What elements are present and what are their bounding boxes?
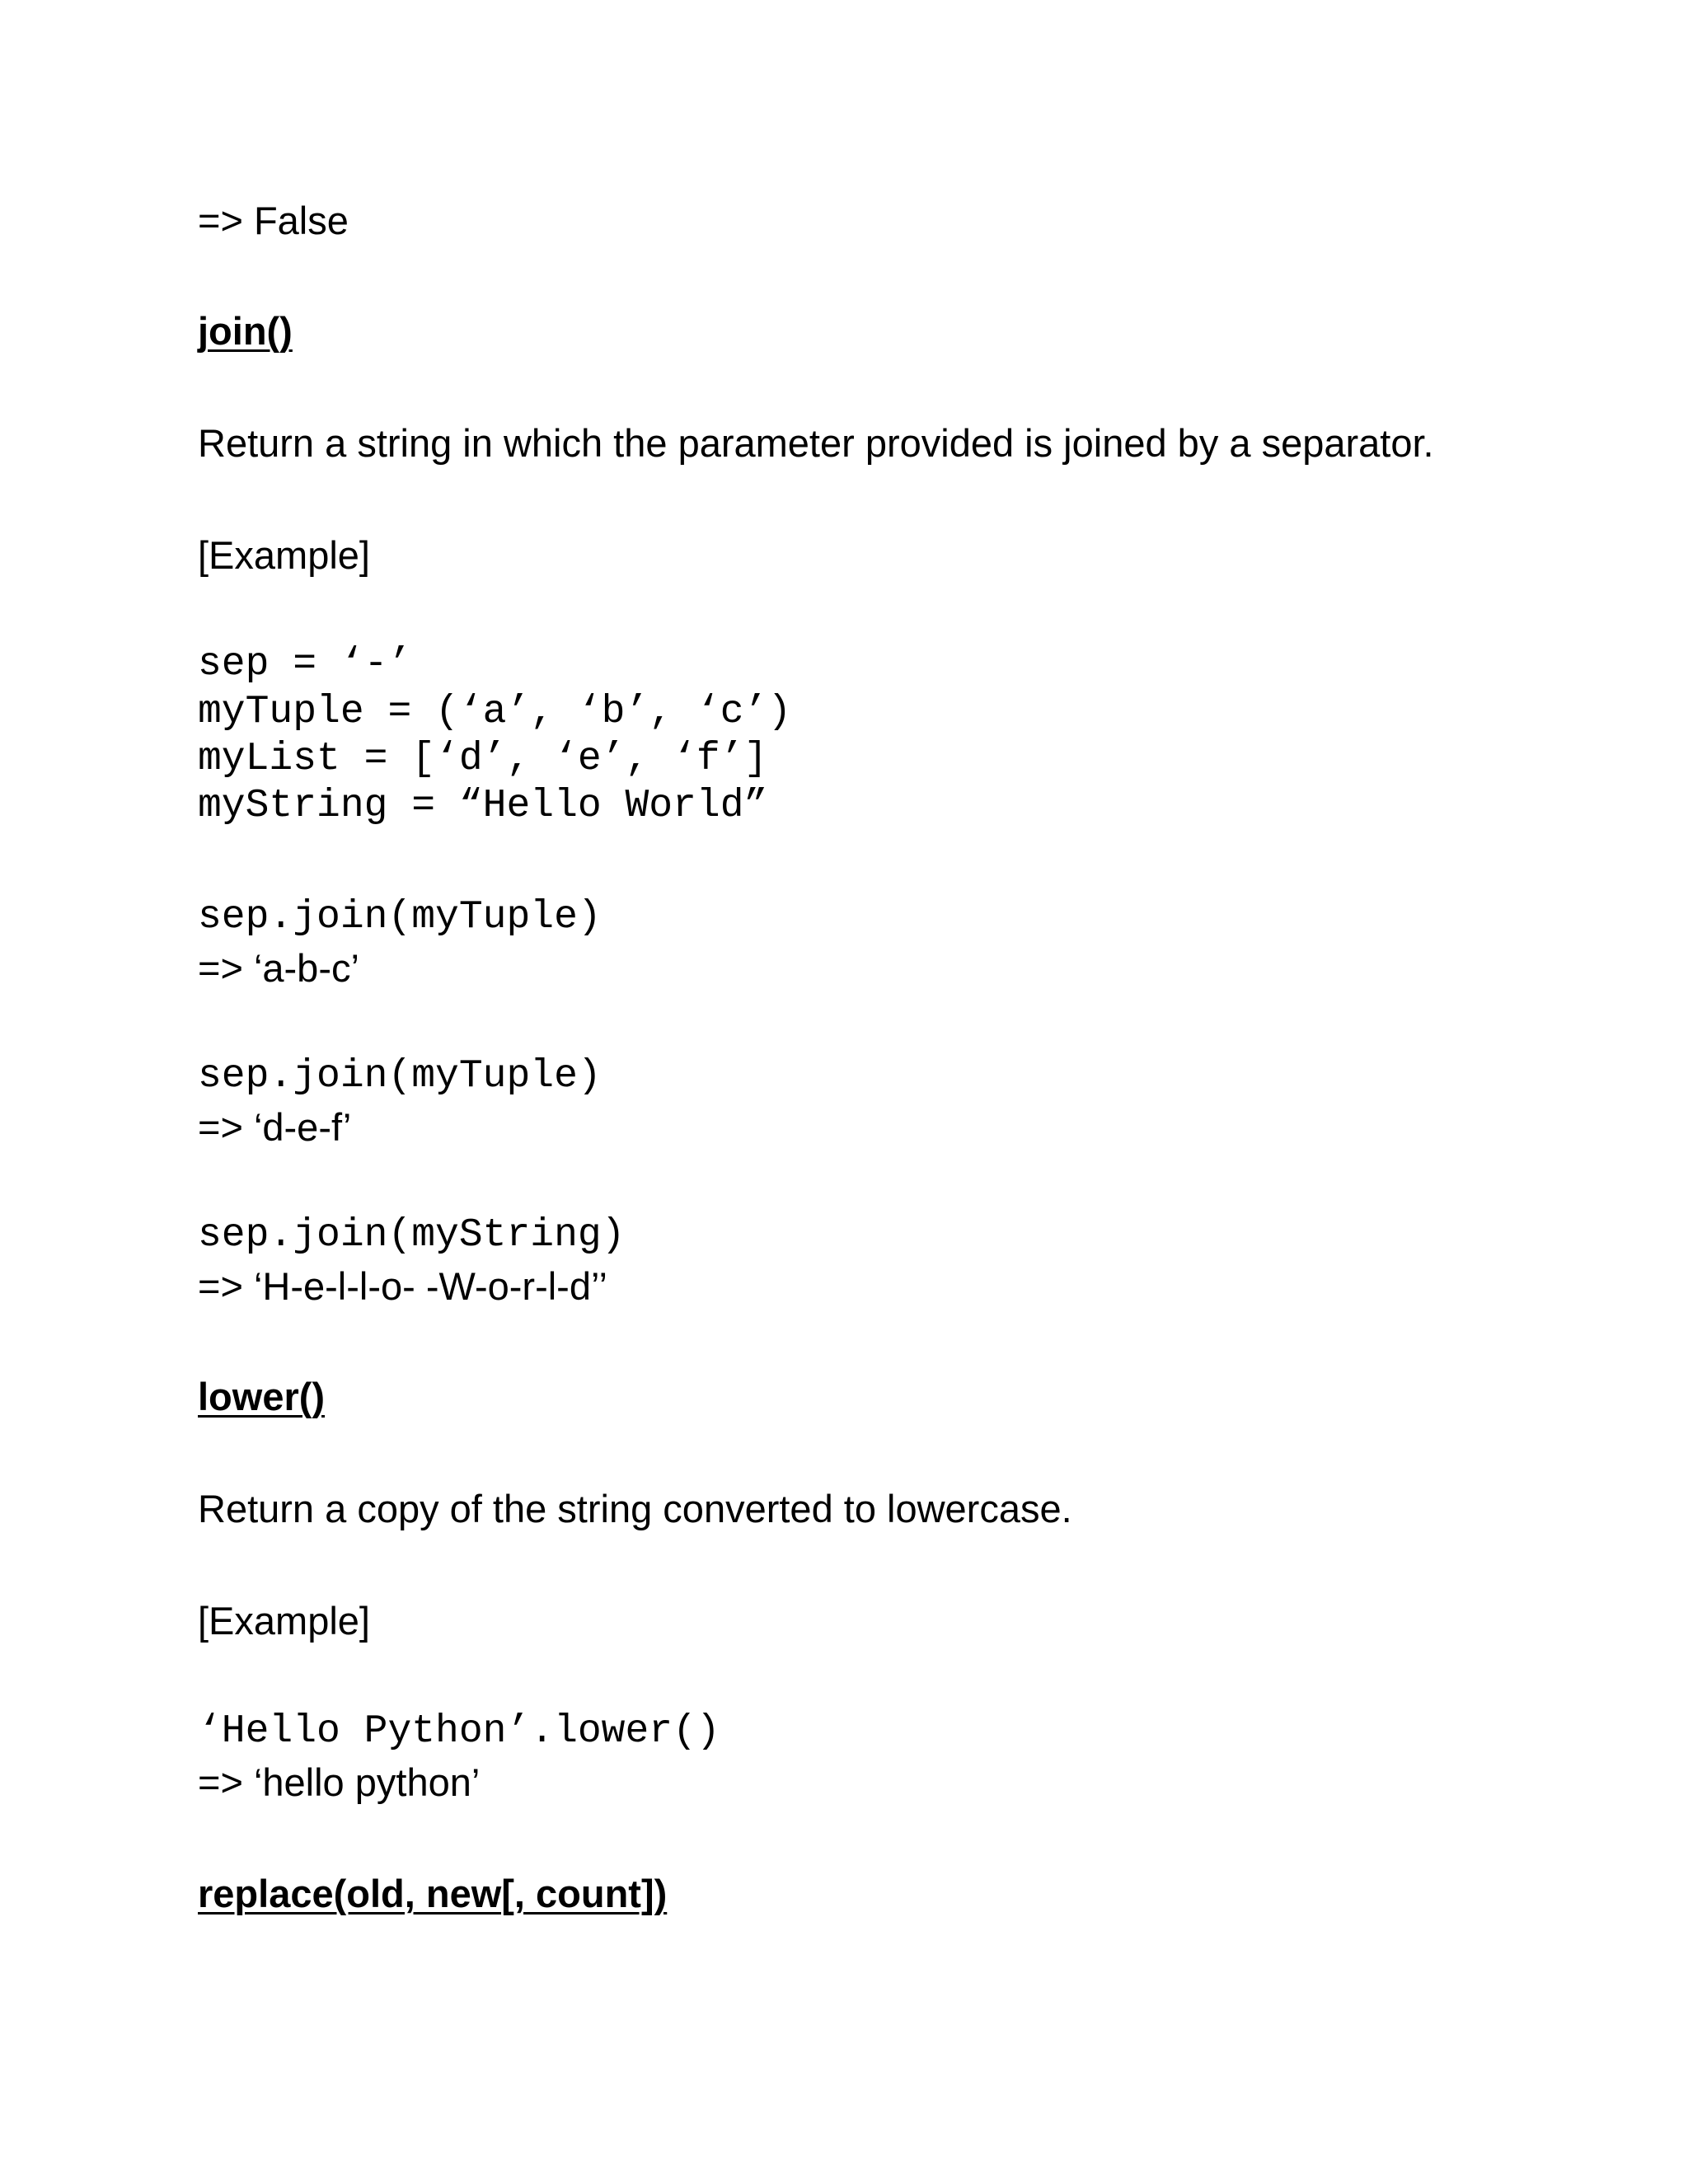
join-result-3: => ‘H-e-l-l-o- -W-o-r-l-d’’ [198, 1264, 607, 1308]
join-result-2: => ‘d-e-f’ [198, 1105, 352, 1149]
lower-call: ‘Hello Python’.lower() [198, 1709, 720, 1754]
lower-description: Return a copy of the string converted to lowercase. [198, 1487, 1072, 1530]
join-call-1: sep.join(myTuple) [198, 895, 602, 940]
lower-heading: lower() [198, 1375, 326, 1418]
join-result-1: => ‘a-b-c’ [198, 946, 359, 990]
join-call-2: sep.join(myTuple) [198, 1054, 602, 1099]
lower-result: => ‘hello python’ [198, 1760, 481, 1804]
join-call-3: sep.join(myString) [198, 1213, 626, 1258]
result-false: => False [198, 199, 349, 242]
lower-example-label: [Example] [198, 1599, 370, 1643]
code-line: myTuple = (‘a’, ‘b’, ‘c’) [198, 690, 792, 734]
code-line: sep = ‘-’ [198, 642, 412, 687]
join-heading: join() [198, 309, 293, 353]
replace-heading: replace(old, new[, count]) [198, 1872, 668, 1915]
code-line: myList = [‘d’, ‘e’, ‘f’] [198, 737, 768, 781]
join-description: Return a string in which the parameter provided is joined by a separator. [198, 421, 1434, 465]
join-example-label: [Example] [198, 533, 370, 577]
code-line: myString = “Hello World” [198, 784, 768, 828]
